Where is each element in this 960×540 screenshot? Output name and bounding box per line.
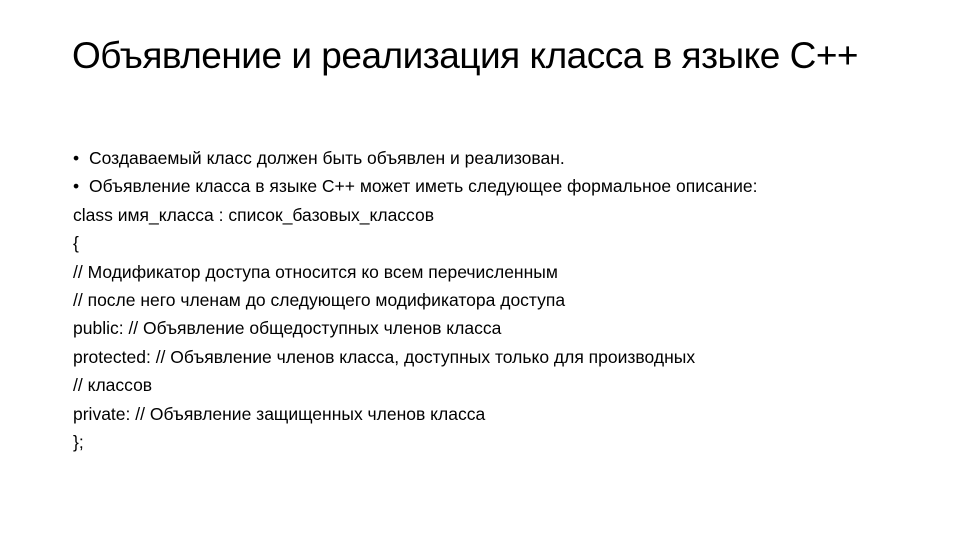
bullet-item: [73, 172, 913, 200]
slide-body: [73, 144, 913, 456]
code-line: public: // Объявление общедоступных членов класса: [73, 318, 502, 339]
bullet-text: Объявление класса в языке С++ может иметь следующее формальное описание:: [89, 176, 758, 197]
code-line: private: // Объявление защищенных членов класса: [73, 403, 486, 424]
code-line: class имя_класса : список_базовых_классов: [73, 204, 435, 225]
code-line: };: [73, 432, 84, 453]
slide-title: Объявление и реализация класса в языке С++: [72, 35, 859, 76]
bullet-text: Создаваемый класс должен быть объявлен и реализован.: [89, 148, 565, 168]
bullet-marker: •: [73, 176, 80, 197]
code-line: // после него членам до следующего модификатора доступа: [73, 290, 566, 311]
bullet-marker: •: [73, 148, 80, 168]
bullet-item: [73, 144, 913, 172]
code-line: protected: // Объявление членов класса, доступных только для производных: [73, 346, 696, 367]
code-line: // Модификатор доступа относится ко всем перечисленным: [73, 261, 558, 282]
code-line: {: [73, 233, 79, 254]
code-line: // классов: [73, 375, 153, 396]
